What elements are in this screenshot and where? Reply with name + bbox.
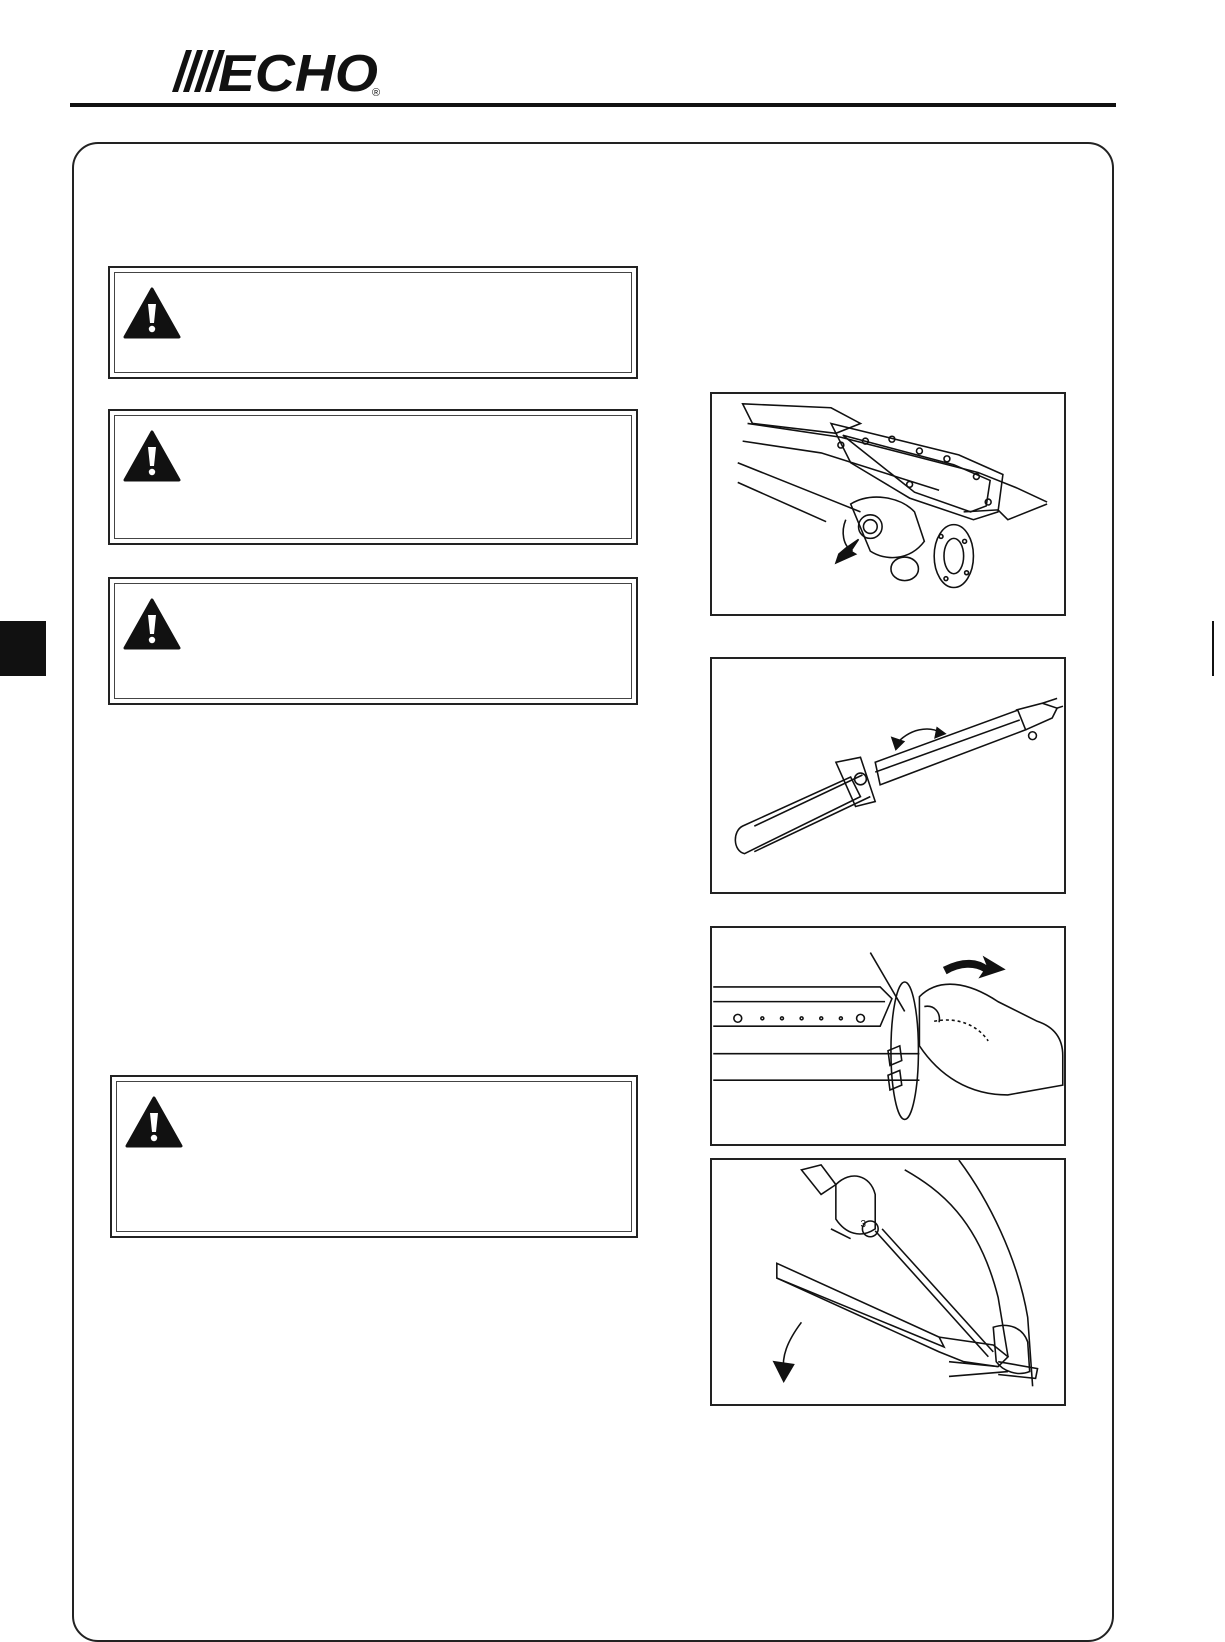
figure-blade-cover-removal xyxy=(710,926,1066,1146)
edge-mark xyxy=(1212,621,1214,676)
warning-triangle-icon xyxy=(123,287,181,339)
figure-index-label: 3 xyxy=(860,1218,866,1230)
figure-gearcase-lock-pin xyxy=(710,392,1066,616)
warning-box-4 xyxy=(110,1075,638,1238)
logo-registered-mark: ® xyxy=(372,87,381,99)
header-rule xyxy=(70,103,1116,107)
section-tab xyxy=(0,621,46,676)
logo-wordmark: ECHO xyxy=(218,45,378,100)
figure-cutter-fold-down xyxy=(710,1158,1066,1406)
arrow-left-icon xyxy=(836,539,859,563)
warning-box-3 xyxy=(108,577,638,705)
figure-cutter-rotate xyxy=(710,657,1066,894)
warning-triangle-icon xyxy=(123,430,181,482)
warning-triangle-icon xyxy=(125,1096,183,1148)
warning-box-2 xyxy=(108,409,638,545)
curved-arrow-down-icon xyxy=(774,1362,794,1382)
warning-box-1 xyxy=(108,266,638,379)
warning-triangle-icon xyxy=(123,598,181,650)
echo-logo xyxy=(152,44,392,100)
arrow-right-icon xyxy=(944,957,1004,977)
